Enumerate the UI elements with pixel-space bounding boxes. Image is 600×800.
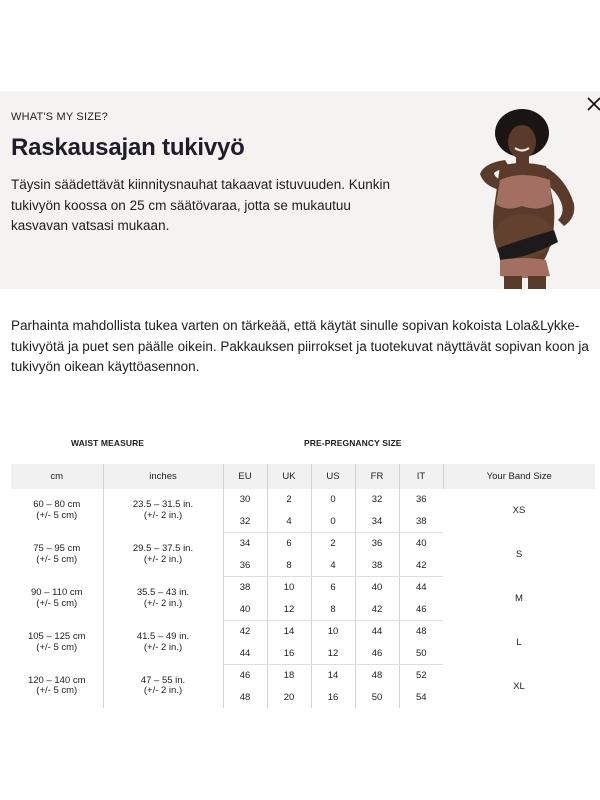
col-header-band-size: Your Band Size <box>443 464 595 489</box>
us-cell: 2 <box>311 533 355 555</box>
waist-measure-heading: WAIST MEASURE <box>71 438 145 448</box>
band-size-cell: S <box>515 549 523 560</box>
us-cell: 8 <box>311 599 355 621</box>
col-header-us: US <box>311 464 355 489</box>
us-cell: 10 <box>311 621 355 643</box>
waist-inches-cell: 47 – 55 in. (+/- 2 in.) <box>103 665 223 709</box>
it-cell: 50 <box>399 643 443 665</box>
uk-cell: 12 <box>267 599 311 621</box>
waist-inches-cell: 23.5 – 31.5 in. (+/- 2 in.) <box>103 489 223 533</box>
fr-cell: 50 <box>355 687 399 709</box>
uk-cell: 8 <box>267 555 311 577</box>
us-cell: 4 <box>311 555 355 577</box>
fr-cell: 42 <box>355 599 399 621</box>
waist-cm-cell: 90 – 110 cm (+/- 5 cm) <box>11 577 103 621</box>
it-cell: 46 <box>399 599 443 621</box>
table-header-row <box>11 464 595 489</box>
eu-cell: 38 <box>223 577 267 599</box>
eu-cell: 36 <box>223 555 267 577</box>
it-cell: 54 <box>415 691 427 703</box>
col-header-eu: EU <box>223 464 267 489</box>
fr-cell: 32 <box>355 489 399 511</box>
fr-cell: 46 <box>355 643 399 665</box>
pre-pregnancy-size-heading: PRE-PREGNANCY SIZE <box>304 438 402 448</box>
it-cell: 52 <box>415 670 427 682</box>
eyebrow-label: WHAT'S MY SIZE? <box>11 111 108 123</box>
eu-cell: 42 <box>223 621 267 643</box>
table-row <box>11 489 595 511</box>
hero-banner <box>0 91 600 289</box>
waist-inches-cell: 29.5 – 37.5 in. (+/- 2 in.) <box>103 533 223 577</box>
uk-cell: 18 <box>267 665 311 687</box>
table-row <box>11 665 595 687</box>
model-photo <box>470 108 590 289</box>
intro-paragraph: Parhainta mahdollista tukea varten on tärkeää, että käytät sinulle sopivan kokoista Lola&Lykke-tukivyötä ja puet sen päälle oikein. Pakkauksen piirrokset ja tuotekuvat näyttävät sopivan koon ja tukivyön oikean käyttöasennon. <box>11 318 589 374</box>
waist-inches-cell: 41.5 – 49 in. (+/- 2 in.) <box>103 621 223 665</box>
fr-cell: 44 <box>355 621 399 643</box>
fr-cell: 40 <box>355 577 399 599</box>
it-cell: 38 <box>399 511 443 533</box>
waist-cm-cell: 120 – 140 cm (+/- 5 cm) <box>11 665 103 709</box>
fr-cell: 34 <box>355 511 399 533</box>
col-header-it: IT <box>399 464 443 489</box>
hero-description: Täysin säädettävät kiinnitysnauhat takaavat istuvuuden. Kunkin tukivyön koossa on 25 cm säätövaraa, jotta se mukautuu kasvavan vatsasi mukaan. <box>11 177 390 233</box>
eu-cell: 34 <box>223 533 267 555</box>
uk-cell: 20 <box>267 687 311 709</box>
close-icon[interactable] <box>586 96 600 112</box>
waist-cm-cell: 105 – 125 cm (+/- 5 cm) <box>11 621 103 665</box>
eu-cell: 40 <box>223 599 267 621</box>
fr-cell: 38 <box>355 555 399 577</box>
fr-cell: 48 <box>355 665 399 687</box>
uk-cell: 16 <box>267 643 311 665</box>
page-title: Raskausajan tukivyö <box>11 134 245 161</box>
eu-cell: 44 <box>223 643 267 665</box>
table-row <box>11 533 595 555</box>
eu-cell: 46 <box>223 665 267 687</box>
eu-cell: 48 <box>223 687 267 709</box>
us-cell: 12 <box>311 643 355 665</box>
size-chart-table <box>11 464 595 708</box>
fr-cell: 36 <box>355 533 399 555</box>
us-cell: 0 <box>311 511 355 533</box>
us-cell: 6 <box>311 577 355 599</box>
eu-cell: 32 <box>223 511 267 533</box>
waist-inches-cell: 35.5 – 43 in. (+/- 2 in.) <box>103 577 223 621</box>
col-header-inches: inches <box>103 464 223 489</box>
col-header-cm: cm <box>11 464 103 489</box>
us-cell: 14 <box>311 665 355 687</box>
waist-cm-cell: 60 – 80 cm (+/- 5 cm) <box>11 489 103 533</box>
uk-cell: 6 <box>267 533 311 555</box>
uk-cell: 14 <box>267 621 311 643</box>
col-header-fr: FR <box>355 464 399 489</box>
us-cell: 16 <box>311 687 355 709</box>
uk-cell: 10 <box>267 577 311 599</box>
it-cell: 40 <box>415 538 427 550</box>
table-row <box>11 621 595 643</box>
eu-cell: 30 <box>223 489 267 511</box>
it-cell: 44 <box>415 582 427 594</box>
us-cell: 0 <box>311 489 355 511</box>
band-size-cell: L <box>516 637 522 648</box>
uk-cell: 2 <box>267 489 311 511</box>
it-cell: 36 <box>415 494 427 506</box>
table-row <box>11 577 595 599</box>
it-cell: 42 <box>399 555 443 577</box>
uk-cell: 4 <box>267 511 311 533</box>
waist-cm-cell: 75 – 95 cm (+/- 5 cm) <box>11 533 103 577</box>
band-size-cell: XL <box>513 680 525 692</box>
band-size-cell: M <box>515 593 523 604</box>
band-size-cell: XS <box>512 505 526 517</box>
col-header-uk: UK <box>267 464 311 489</box>
it-cell: 48 <box>415 626 427 638</box>
